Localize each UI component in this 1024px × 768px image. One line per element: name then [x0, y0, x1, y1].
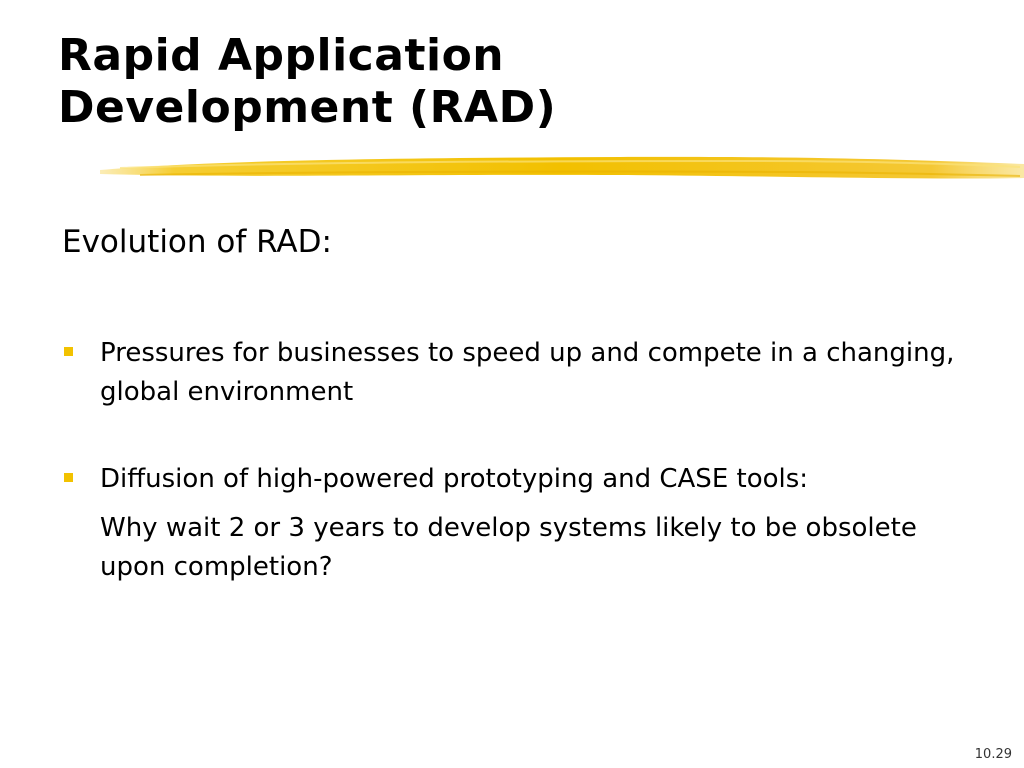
title-underline-brush-stroke — [100, 148, 1024, 188]
bullet-list — [62, 334, 962, 587]
section-heading: Evolution of RAD: — [62, 224, 332, 260]
title-line-2: Development (RAD) — [58, 82, 557, 133]
slide-title — [58, 30, 556, 134]
square-bullet-icon — [64, 347, 73, 356]
bullet-text: Diffusion of high-powered prototyping and CASE tools: — [100, 464, 809, 494]
bullet-text: Pressures for businesses to speed up and compete in a changing, global environment — [100, 338, 955, 407]
bullet-item — [62, 460, 962, 587]
bullet-subtext: Why wait 2 or 3 years to develop systems likely to be obsolete upon completion? — [100, 513, 917, 582]
bullet-item — [62, 334, 962, 412]
slide-number: 10.29 — [974, 747, 1012, 762]
title-line-1: Rapid Application — [58, 30, 505, 81]
square-bullet-icon — [64, 473, 73, 482]
